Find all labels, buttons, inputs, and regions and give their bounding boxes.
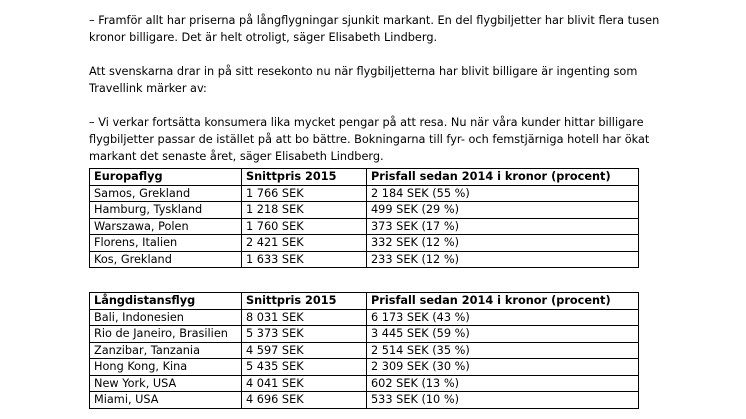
table-row [90, 185, 639, 202]
column-header-average-price: Snittpris 2015 [242, 169, 367, 186]
paragraph-quote-1-line-2: kronor billigare. Det är helt otroligt, säger Elisabeth Lindberg. [89, 31, 438, 44]
cell-destination: Samos, Grekland [90, 185, 242, 202]
paragraph-quote-1-line-1: – Framför allt har priserna på långflygningar sjunkit markant. En del flygbiljetter har blivit flera tusen [89, 14, 660, 27]
table-row [90, 359, 639, 376]
paragraph-quote-2-line-2: flygbiljetter passar de istället på att bo bättre. Bokningarna till fyr- och femstjärniga hotell har ökat [89, 133, 650, 146]
document-page [89, 12, 689, 407]
cell-destination: Florens, Italien [90, 235, 242, 252]
table-header-row [90, 169, 639, 186]
cell-destination: Hong Kong, Kina [90, 359, 242, 376]
cell-average-price: 1 760 SEK [242, 218, 367, 235]
column-header-average-price: Snittpris 2015 [242, 293, 367, 310]
cell-destination: Miami, USA [90, 392, 242, 409]
cell-price-drop: 2 309 SEK (30 %) [367, 359, 639, 376]
cell-destination: New York, USA [90, 375, 242, 392]
cell-average-price: 5 373 SEK [242, 326, 367, 343]
cell-price-drop: 499 SEK (29 %) [367, 202, 639, 219]
cell-average-price: 4 041 SEK [242, 375, 367, 392]
cell-price-drop: 2 184 SEK (55 %) [367, 185, 639, 202]
cell-destination: Hamburg, Tyskland [90, 202, 242, 219]
cell-average-price: 1 218 SEK [242, 202, 367, 219]
cell-price-drop: 2 514 SEK (35 %) [367, 342, 639, 359]
cell-price-drop: 602 SEK (13 %) [367, 375, 639, 392]
column-header-destination: Europaflyg [90, 169, 242, 186]
table-row [90, 235, 639, 252]
cell-price-drop: 3 445 SEK (59 %) [367, 326, 639, 343]
table-header-row [90, 293, 639, 310]
longhaul-flights-table [89, 292, 639, 409]
table-row [90, 218, 639, 235]
cell-average-price: 8 031 SEK [242, 309, 367, 326]
cell-price-drop: 6 173 SEK (43 %) [367, 309, 639, 326]
cell-average-price: 1 633 SEK [242, 251, 367, 268]
cell-average-price: 1 766 SEK [242, 185, 367, 202]
cell-average-price: 4 597 SEK [242, 342, 367, 359]
table-row [90, 342, 639, 359]
table-row [90, 309, 639, 326]
table-row [90, 202, 639, 219]
cell-destination: Zanzibar, Tanzania [90, 342, 242, 359]
cell-price-drop: 373 SEK (17 %) [367, 218, 639, 235]
column-header-destination: Långdistansflyg [90, 293, 242, 310]
cell-average-price: 4 696 SEK [242, 392, 367, 409]
paragraph-intro-line-1: Att svenskarna drar in på sitt resekonto nu när flygbiljetterna har blivit billigare är ingenting som [89, 65, 638, 78]
table-row [90, 375, 639, 392]
cell-destination: Kos, Grekland [90, 251, 242, 268]
paragraph-quote-2-line-3: markant det senaste året, säger Elisabeth Lindberg. [89, 150, 384, 163]
paragraph-intro-line-2: Travellink märker av: [89, 82, 207, 95]
column-header-price-drop: Prisfall sedan 2014 i kronor (procent) [367, 169, 639, 186]
paragraph-quote-2-line-1: – Vi verkar fortsätta konsumera lika mycket pengar på att resa. Nu när våra kunder hittar billigare [89, 116, 644, 129]
cell-destination: Rio de Janeiro, Brasilien [90, 326, 242, 343]
cell-average-price: 5 435 SEK [242, 359, 367, 376]
table-row [90, 326, 639, 343]
table-row [90, 392, 639, 409]
column-header-price-drop: Prisfall sedan 2014 i kronor (procent) [367, 293, 639, 310]
europe-flights-table [89, 168, 639, 268]
cell-price-drop: 332 SEK (12 %) [367, 235, 639, 252]
cell-average-price: 2 421 SEK [242, 235, 367, 252]
cell-destination: Bali, Indonesien [90, 309, 242, 326]
table-row [90, 251, 639, 268]
cell-destination: Warszawa, Polen [90, 218, 242, 235]
cell-price-drop: 233 SEK (12 %) [367, 251, 639, 268]
cell-price-drop: 533 SEK (10 %) [367, 392, 639, 409]
